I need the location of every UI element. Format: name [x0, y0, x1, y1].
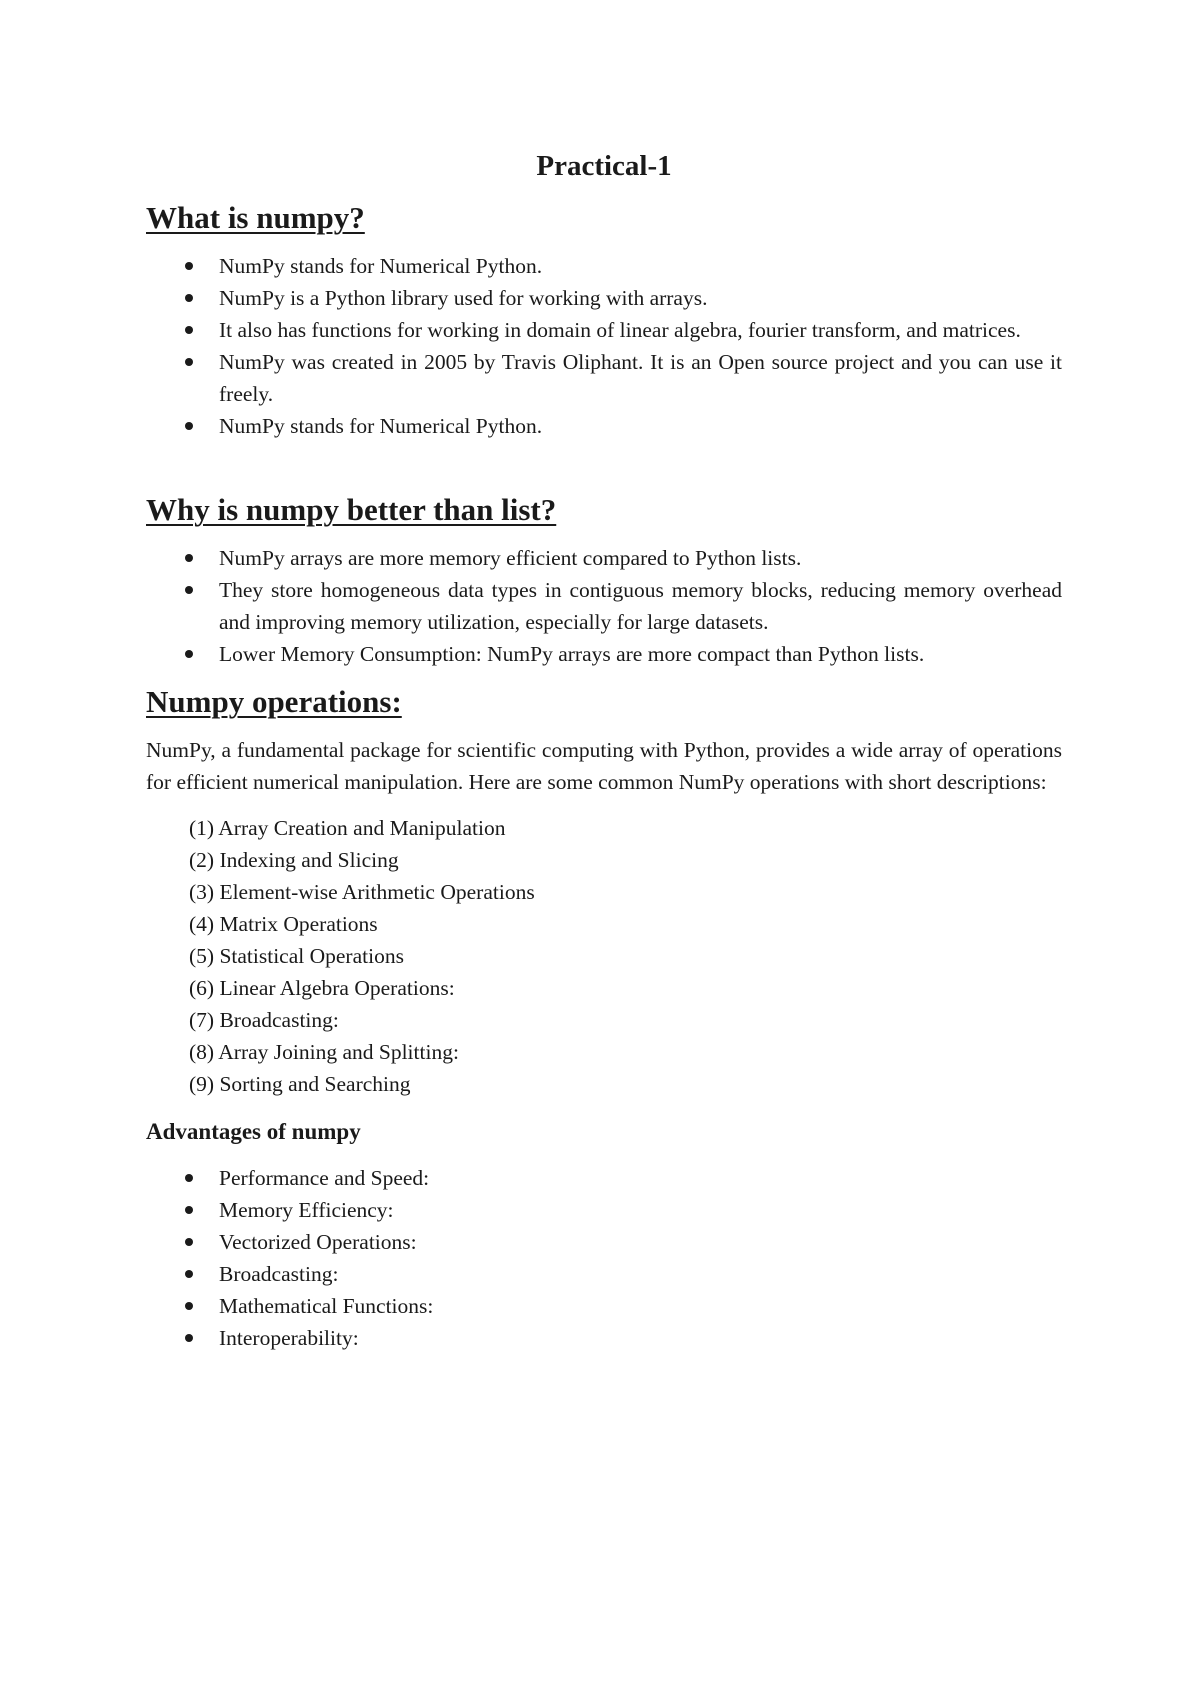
list-item: (4) Matrix Operations [189, 912, 378, 936]
list-item: NumPy stands for Numerical Python. [146, 250, 1062, 282]
list-item: Lower Memory Consumption: NumPy arrays are more compact than Python lists. [146, 638, 1062, 670]
section-heading-what-is-numpy: What is numpy? [146, 200, 365, 235]
bullet-icon [185, 650, 193, 658]
list-item: Interoperability: [146, 1322, 1062, 1354]
section-heading-numpy-operations: Numpy operations: [146, 684, 402, 719]
list-item: NumPy stands for Numerical Python. [146, 410, 1062, 442]
bullet-icon [185, 1174, 193, 1182]
list-item: NumPy arrays are more memory efficient compared to Python lists. [146, 542, 1062, 574]
list-item: They store homogeneous data types in contiguous memory blocks, reducing memory overhead and improving memory utilization, especially for large datasets. [146, 574, 1062, 638]
list-item: (6) Linear Algebra Operations: [189, 976, 455, 1000]
bullet-icon [185, 1206, 193, 1214]
bullet-icon [185, 358, 193, 366]
list-item: Mathematical Functions: [146, 1290, 1062, 1322]
page-title: Practical-1 [536, 150, 672, 182]
bullet-icon [185, 326, 193, 334]
bullet-icon [185, 1334, 193, 1342]
advantages-list [146, 1162, 1062, 1354]
list-item: NumPy was created in 2005 by Travis Oliphant. It is an Open source project and you can use it freely. [146, 346, 1062, 410]
section-heading-advantages: Advantages of numpy [146, 1119, 361, 1144]
operations-list [146, 812, 1062, 1100]
list-item: Performance and Speed: [146, 1162, 1062, 1194]
bullet-icon [185, 1238, 193, 1246]
list-item: Memory Efficiency: [146, 1194, 1062, 1226]
bullet-icon [185, 294, 193, 302]
section-heading-why-numpy-better: Why is numpy better than list? [146, 492, 557, 527]
bullet-icon [185, 1270, 193, 1278]
list-item: (9) Sorting and Searching [189, 1072, 411, 1096]
bullet-icon [185, 422, 193, 430]
list-item: (7) Broadcasting: [189, 1008, 339, 1032]
list-item: Vectorized Operations: [146, 1226, 1062, 1258]
list-item: (3) Element-wise Arithmetic Operations [189, 880, 535, 904]
list-item: NumPy is a Python library used for working with arrays. [146, 282, 1062, 314]
list-item: It also has functions for working in domain of linear algebra, fourier transform, and matrices. [146, 314, 1062, 346]
list-item: (8) Array Joining and Splitting: [189, 1040, 459, 1064]
what-is-numpy-list [146, 250, 1062, 442]
page-content [146, 146, 1062, 1354]
why-numpy-better-list [146, 542, 1062, 670]
bullet-icon [185, 262, 193, 270]
operations-intro-paragraph: NumPy, a fundamental package for scientific computing with Python, provides a wide array of operations for efficient numerical manipulation. Here are some common NumPy operations with short descriptions: [146, 738, 1062, 794]
list-item: Broadcasting: [146, 1258, 1062, 1290]
bullet-icon [185, 1302, 193, 1310]
list-item: (5) Statistical Operations [189, 944, 404, 968]
bullet-icon [185, 554, 193, 562]
list-item: (2) Indexing and Slicing [189, 848, 399, 872]
bullet-icon [185, 586, 193, 594]
list-item: (1) Array Creation and Manipulation [189, 816, 506, 840]
